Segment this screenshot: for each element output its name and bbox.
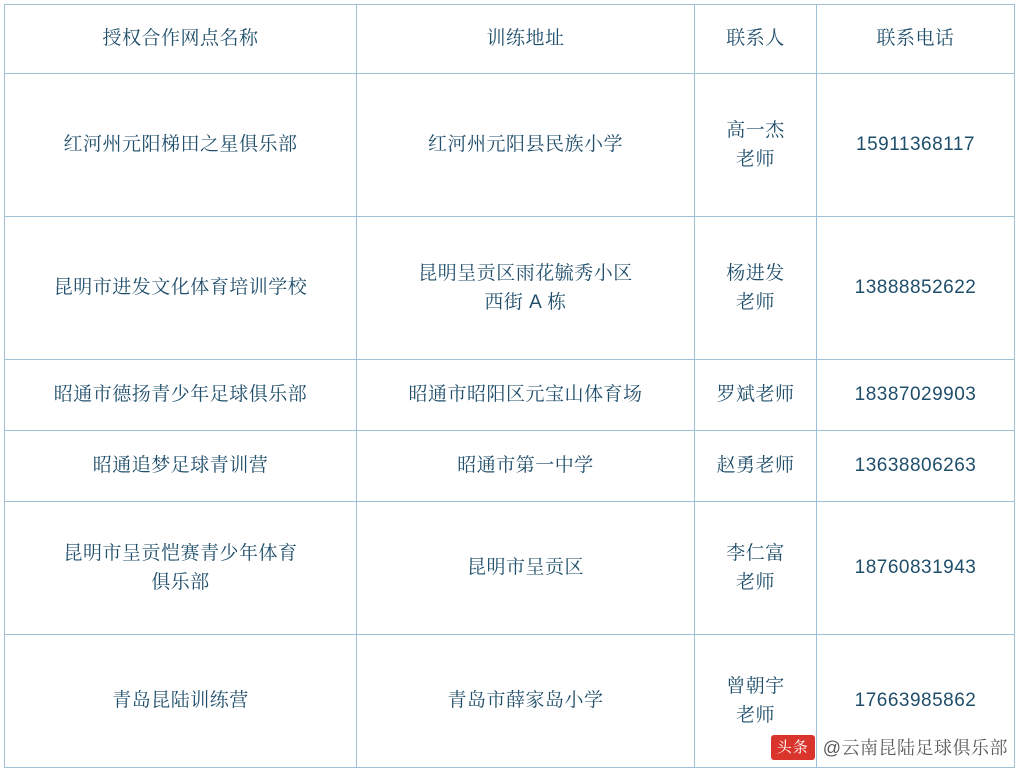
cell-site-name bbox=[5, 635, 357, 768]
cell-line: 红河州元阳梯田之星俱乐部 bbox=[63, 134, 298, 156]
cell-line: 15911368117 bbox=[856, 134, 975, 156]
cell-line: 罗斌老师 bbox=[716, 384, 795, 406]
cell-phone bbox=[817, 360, 1015, 431]
cell-address bbox=[357, 217, 695, 360]
cell-address bbox=[357, 360, 695, 431]
cell-site-name bbox=[5, 431, 357, 502]
cell-phone bbox=[817, 431, 1015, 502]
cell-contact bbox=[695, 431, 817, 502]
cell-address bbox=[357, 502, 695, 635]
cell-phone bbox=[817, 217, 1015, 360]
training-sites-table bbox=[4, 4, 1015, 768]
cell-line: 老师 bbox=[735, 149, 775, 170]
cell-line: 俱乐部 bbox=[151, 572, 210, 593]
cell-address bbox=[357, 431, 695, 502]
cell-line: 17663985862 bbox=[854, 690, 977, 712]
cell-line: 昆明呈贡区雨花毓秀小区 bbox=[418, 262, 633, 284]
cell-line: 昆明市呈贡区 bbox=[466, 557, 584, 579]
cell-line: 李仁富 bbox=[726, 542, 785, 564]
cell-line: 老师 bbox=[735, 572, 775, 593]
cell-site-name bbox=[5, 502, 357, 635]
column-header-phone: 联系电话 bbox=[817, 5, 1015, 74]
table-row bbox=[5, 360, 1015, 431]
table-row bbox=[5, 502, 1015, 635]
cell-contact bbox=[695, 74, 817, 217]
table-body bbox=[5, 74, 1015, 768]
document-page bbox=[0, 4, 1018, 768]
cell-line: 13888852622 bbox=[854, 277, 977, 299]
table-header bbox=[5, 5, 1015, 74]
column-header-site-name: 授权合作网点名称 bbox=[5, 5, 357, 74]
cell-site-name bbox=[5, 74, 357, 217]
cell-contact bbox=[695, 360, 817, 431]
cell-contact bbox=[695, 502, 817, 635]
cell-line: 13638806263 bbox=[854, 455, 977, 477]
cell-line: 昭通市昭阳区元宝山体育场 bbox=[408, 384, 643, 406]
toutiao-logo-icon: 头条 bbox=[771, 735, 815, 760]
cell-line: 杨进发 bbox=[726, 262, 785, 284]
cell-line: 18387029903 bbox=[854, 384, 977, 406]
cell-line: 18760831943 bbox=[854, 557, 977, 579]
cell-line: 青岛市薛家岛小学 bbox=[447, 690, 604, 712]
cell-address bbox=[357, 74, 695, 217]
cell-line: 青岛昆陆训练营 bbox=[112, 690, 249, 712]
cell-site-name bbox=[5, 360, 357, 431]
cell-line: 昆明市进发文化体育培训学校 bbox=[53, 277, 308, 299]
cell-line: 昭通市第一中学 bbox=[457, 455, 594, 477]
watermark-text: @云南昆陆足球俱乐部 bbox=[822, 738, 1008, 758]
cell-line: 高一杰 bbox=[726, 119, 785, 141]
cell-line: 昭通追梦足球青训营 bbox=[92, 455, 269, 477]
watermark bbox=[771, 734, 1008, 760]
cell-line: 昆明市呈贡恺赛青少年体育 bbox=[63, 542, 298, 564]
cell-line: 赵勇老师 bbox=[716, 455, 795, 477]
table-row bbox=[5, 74, 1015, 217]
cell-line: 老师 bbox=[735, 705, 775, 726]
table-row bbox=[5, 217, 1015, 360]
cell-address bbox=[357, 635, 695, 768]
cell-phone bbox=[817, 502, 1015, 635]
cell-line: 西街 A 栋 bbox=[484, 292, 567, 313]
cell-contact bbox=[695, 217, 817, 360]
cell-phone bbox=[817, 74, 1015, 217]
cell-line: 昭通市德扬青少年足球俱乐部 bbox=[53, 384, 308, 406]
cell-line: 红河州元阳县民族小学 bbox=[427, 134, 623, 156]
table-row bbox=[5, 431, 1015, 502]
column-header-address: 训练地址 bbox=[357, 5, 695, 74]
column-header-contact: 联系人 bbox=[695, 5, 817, 74]
table-header-row bbox=[5, 5, 1015, 74]
cell-site-name bbox=[5, 217, 357, 360]
cell-line: 老师 bbox=[735, 292, 775, 313]
cell-line: 曾朝宇 bbox=[726, 675, 785, 697]
